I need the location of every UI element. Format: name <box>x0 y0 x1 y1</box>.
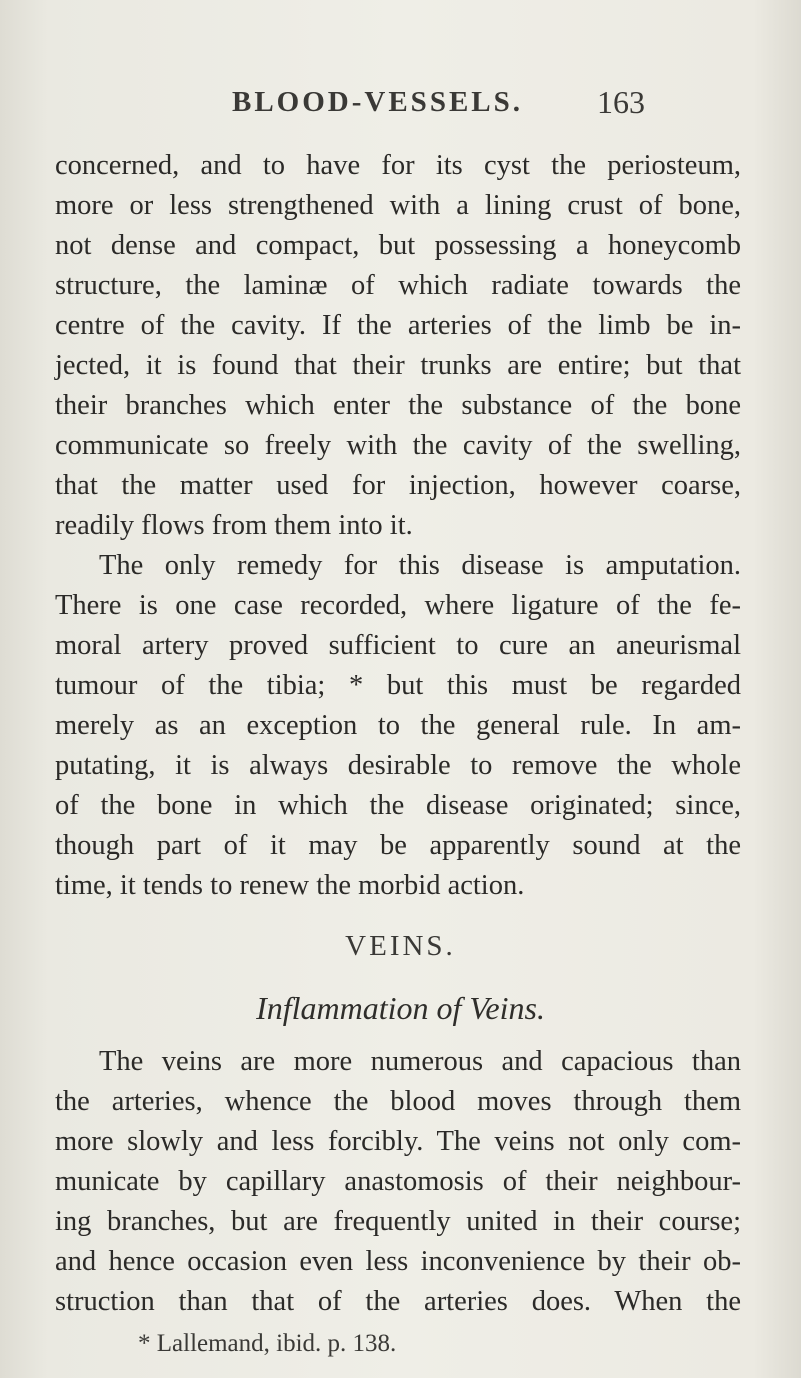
text-line: though part of it may be apparently sound at the <box>55 830 741 861</box>
text-line: ing branches, but are frequently united in their course; <box>55 1206 741 1237</box>
text-line: tumour of the tibia; * but this must be regarded <box>55 670 741 701</box>
text-line: merely as an exception to the general rule. In am- <box>55 710 741 741</box>
footnote: * Lallemand, ibid. p. 138. <box>138 1330 397 1357</box>
text-line: The veins are more numerous and capacious than <box>99 1046 741 1077</box>
text-line: and hence occasion even less inconvenience by their ob- <box>55 1246 741 1277</box>
text-line: the arteries, whence the blood moves through them <box>55 1086 741 1117</box>
text-line: structure, the laminæ of which radiate towards the <box>55 270 741 301</box>
running-head: BLOOD-VESSELS. <box>232 86 524 118</box>
text-line: communicate so freely with the cavity of the swelling, <box>55 430 741 461</box>
text-line: struction than that of the arteries does. When the <box>55 1286 741 1317</box>
section-heading: VEINS. <box>345 930 456 962</box>
text-line: not dense and compact, but possessing a honeycomb <box>55 230 741 261</box>
text-line: jected, it is found that their trunks are entire; but that <box>55 350 741 381</box>
text-line: that the matter used for injection, however coarse, <box>55 470 741 501</box>
text-line: readily flows from them into it. <box>55 510 413 541</box>
text-line: There is one case recorded, where ligature of the fe- <box>55 590 741 621</box>
text-line: municate by capillary anastomosis of their neighbour- <box>55 1166 741 1197</box>
page-header <box>0 82 801 126</box>
text-line: more or less strengthened with a lining crust of bone, <box>55 190 741 221</box>
page-number: 163 <box>597 84 645 120</box>
text-line: more slowly and less forcibly. The veins not only com- <box>55 1126 741 1157</box>
text-line: their branches which enter the substance of the bone <box>55 390 741 421</box>
text-line: of the bone in which the disease originated; since, <box>55 790 741 821</box>
text-line: centre of the cavity. If the arteries of the limb be in- <box>55 310 741 341</box>
text-line: putating, it is always desirable to remove the whole <box>55 750 741 781</box>
text-line: concerned, and to have for its cyst the periosteum, <box>55 150 741 181</box>
text-line: The only remedy for this disease is amputation. <box>99 550 741 581</box>
text-line: time, it tends to renew the morbid action. <box>55 870 525 901</box>
section-subheading: Inflammation of Veins. <box>256 990 545 1026</box>
text-line: moral artery proved sufficient to cure an aneurismal <box>55 630 741 661</box>
